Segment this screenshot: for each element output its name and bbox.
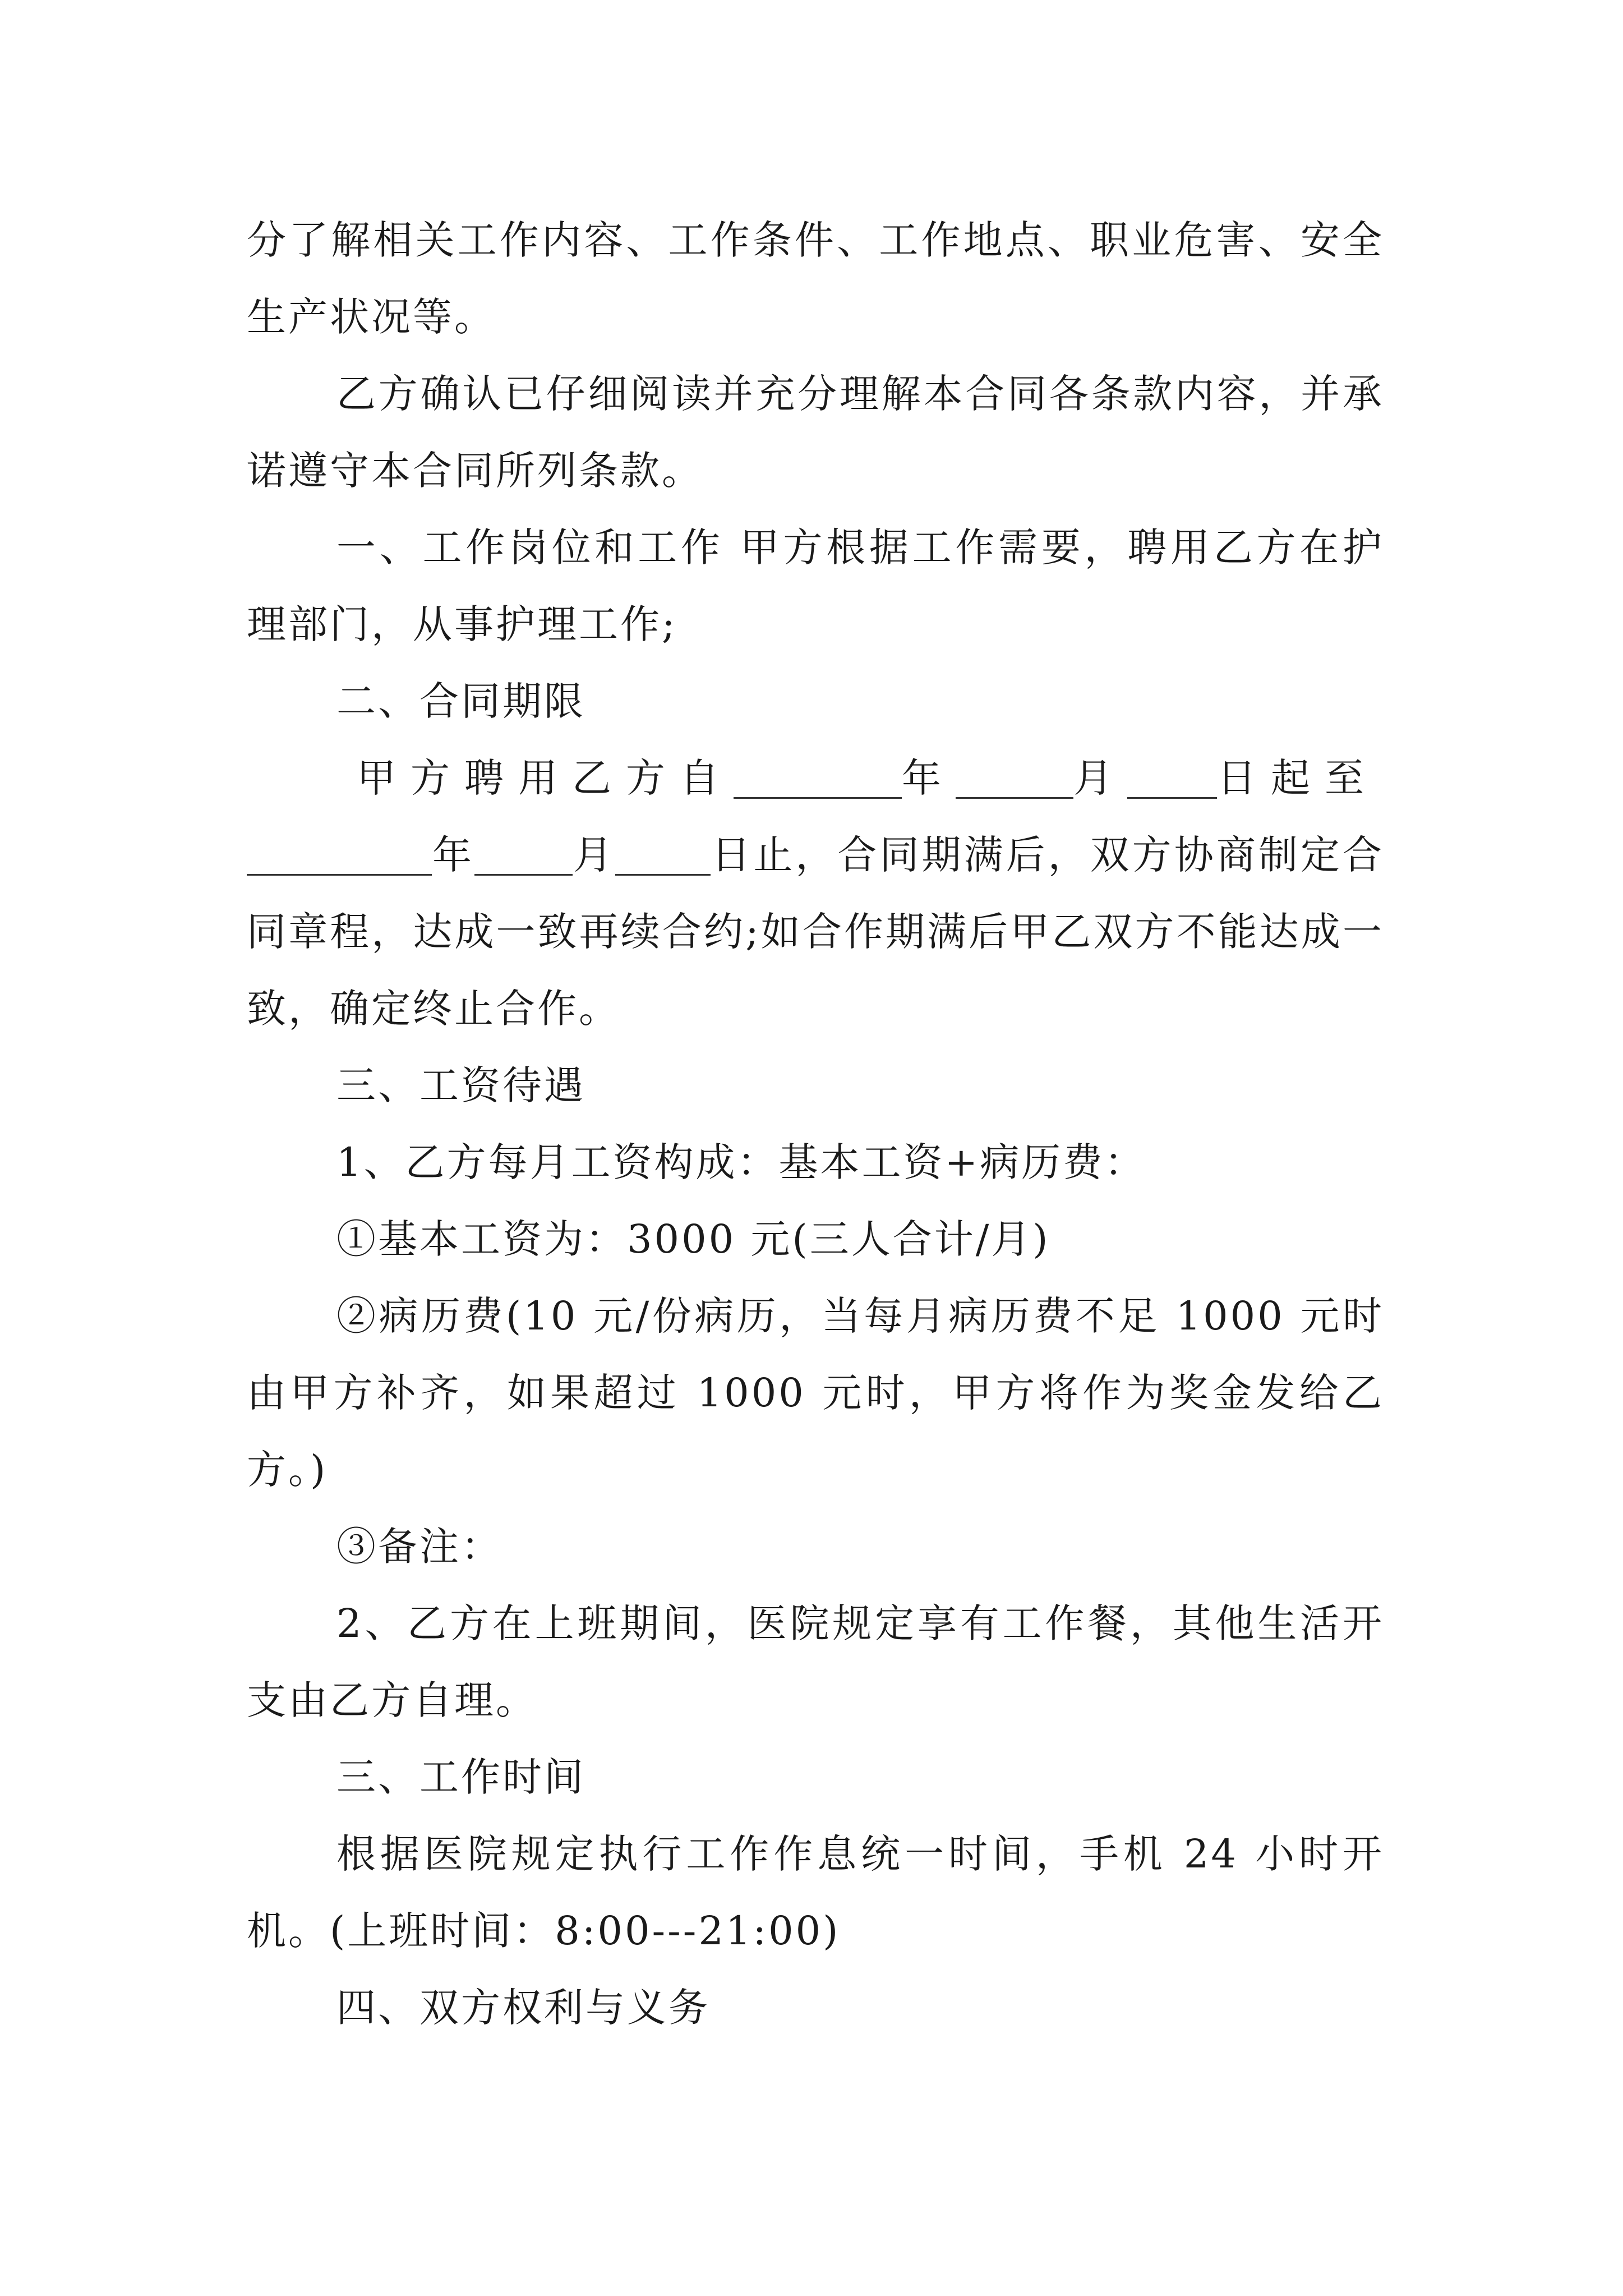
day-to-label: 日起至 [1217,755,1378,801]
start-month-blank [956,758,1073,799]
section-work-time-heading: 三、工作时间 [336,1754,585,1800]
document-body [247,202,1384,2046]
salary-meals: 2、乙方在上班期间，医院规定享有工作餐，其他生活开支由乙方自理。 [247,1600,1384,1723]
section-job-position: 一、工作岗位和工作 甲方根据工作需要，聘用乙方在护理部门，从事护理工作; [247,524,1384,647]
start-day-blank [1127,758,1217,799]
end-month-blank [474,835,573,876]
paragraph-work-conditions: 分了解相关工作内容、工作条件、工作地点、职业危害、安全生产状况等。 [247,217,1384,340]
end-day-blank [615,835,711,876]
end-year-blank [247,835,432,876]
date-prefix: 甲方聘用乙方自 [357,755,734,801]
salary-note: ③备注： [336,1524,502,1570]
salary-composition: 1、乙方每月工资构成：基本工资+病历费： [336,1139,1146,1185]
section-contract-term-heading: 二、合同期限 [336,678,585,724]
year-label: 年 [902,755,956,801]
start-year-blank [734,758,902,799]
salary-record-fee: ②病历费(10 元/份病历，当每月病历费不足 1000 元时由甲方补齐，如果超过 1000 元时，甲方将作为奖金发给乙方。) [247,1293,1384,1493]
paragraph-confirmation: 乙方确认已仔细阅读并充分理解本合同各条款内容，并承诺遵守本合同所列条款。 [247,371,1384,494]
salary-base: ①基本工资为：3000 元(三人合计/月) [336,1216,1050,1262]
contract-term-rest: 日止，合同期满后，双方协商制定合同章程，达成一致再续合约;如合作期满后甲乙双方不能达成一致，确定终止合作。 [247,832,1385,1032]
month-label: 月 [1073,755,1127,801]
year-label-2: 年 [432,832,475,878]
month-label-2: 月 [573,832,616,878]
contract-term-date-line [247,740,1384,817]
contract-term-body [247,817,1384,1047]
work-time-body: 根据医院规定执行工作作息统一时间，手机 24 小时开机。(上班时间：8:00---21:00) [247,1831,1384,1954]
section-rights-obligations-heading: 四、双方权利与义务 [336,1985,710,2031]
section-salary-heading: 三、工资待遇 [336,1062,585,1108]
